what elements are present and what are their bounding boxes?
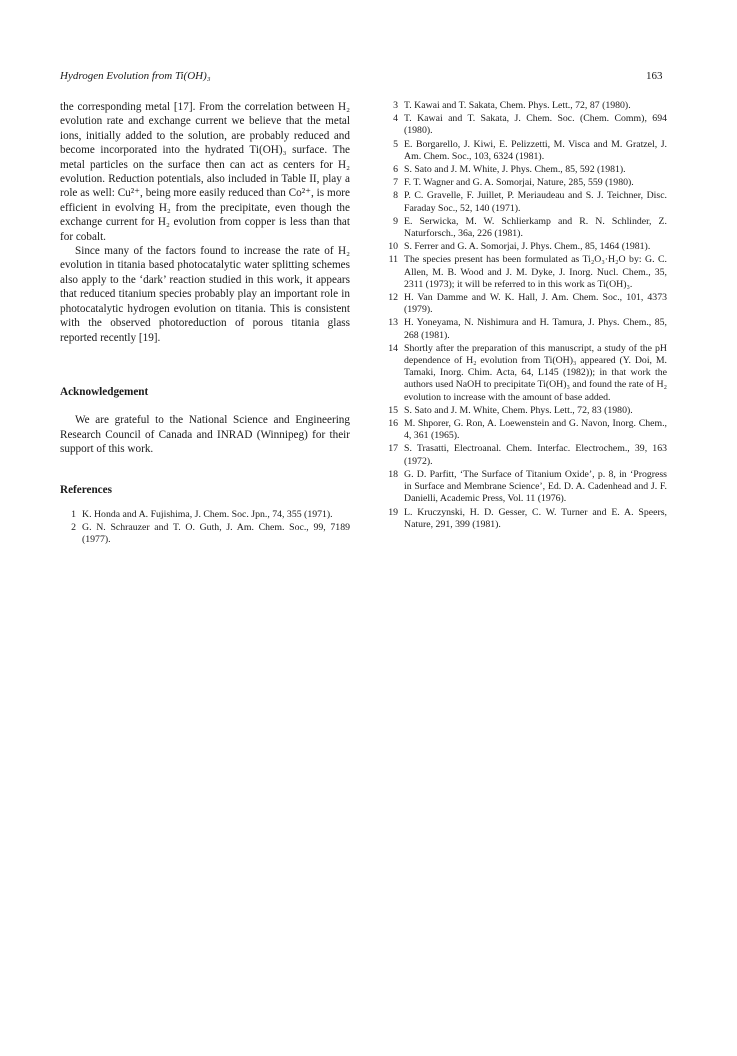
reference-number: 13: [388, 317, 398, 329]
reference-number: 14: [388, 342, 398, 354]
reference-number: 17: [388, 443, 398, 455]
reference-text: F. T. Wagner and G. A. Somorjai, Nature, 285, 559 (1980).: [404, 177, 634, 189]
reference-text: T. Kawai and T. Sakata, J. Chem. Soc. (Chem. Comm), 694 (1980).: [404, 113, 667, 137]
reference-text: L. Kruczynski, H. D. Gesser, C. W. Turner and E. A. Speers, Nature, 291, 399 (1981).: [404, 506, 667, 530]
reference-text: Shortly after the preparation of this manuscript, a study of the pH dependence of H₂ evolution from Ti(OH)₃ appeared (Y. Doi, M. Tamaki, Inorg. Chim. Acta, 64, L145 (1982)); in that work the authors used NaOH to precipitate Ti(OH)₃ and found the rate of H₂ evolution to increase with the amount of base added.: [404, 342, 667, 403]
reference-item: [382, 405, 667, 417]
reference-number: 15: [388, 404, 398, 416]
reference-text: S. Ferrer and G. A. Somorjai, J. Phys. Chem., 85, 1464 (1981).: [404, 241, 651, 253]
reference-number: 7: [393, 177, 398, 189]
reference-text: M. Shporer, G. Ron, A. Loewenstein and G. Navon, Inorg. Chem., 4, 361 (1965).: [404, 418, 667, 442]
reference-number: 3: [393, 100, 398, 111]
reference-number: 5: [393, 138, 398, 150]
reference-number: 12: [388, 292, 398, 304]
reference-number: 4: [393, 113, 398, 125]
reference-item: [382, 443, 667, 467]
reference-text: E. Borgarello, J. Kiwi, E. Pelizzetti, M. Visca and M. Gratzel, J. Am. Chem. Soc., 103, 6324 (1981).: [404, 138, 667, 162]
reference-text: H. Van Damme and W. K. Hall, J. Am. Chem. Soc., 101, 4373 (1979).: [404, 292, 667, 316]
reference-item: [382, 177, 667, 189]
reference-item: [382, 254, 667, 291]
reference-number: 9: [393, 215, 398, 227]
acknowledgement-heading: Acknowledgement: [60, 385, 149, 398]
references-heading: References: [60, 483, 112, 496]
reference-text: S. Sato and J. M. White, J. Phys. Chem., 85, 592 (1981).: [404, 164, 626, 176]
reference-number: 16: [388, 418, 398, 430]
right-column: [382, 100, 667, 532]
reference-text: E. Serwicka, M. W. Schlierkamp and R. N. Schlinder, Z. Naturforsch., 36a, 226 (1981).: [404, 215, 667, 240]
reference-item: [60, 522, 350, 546]
reference-item: [382, 469, 667, 506]
acknowledgement-text: We are grateful to the National Science and Engineering Research Council of Canada and INRAD (Winnipeg) for their support of this work.: [60, 414, 350, 456]
reference-item: [382, 100, 667, 112]
reference-text: S. Sato and J. M. White, Chem. Phys. Lett., 72, 83 (1980).: [404, 404, 633, 416]
reference-number: 6: [393, 164, 398, 176]
reference-item: [382, 164, 667, 176]
reference-item: [60, 509, 350, 521]
reference-number: 2: [71, 522, 76, 534]
reference-number: 8: [393, 190, 398, 202]
page-number: 163: [646, 70, 663, 82]
reference-item: [382, 190, 667, 214]
body-paragraph: Since many of the factors found to increase the rate of H₂ evolution in titania based photocatalytic water splitting schemes also apply to the ‘dark’ reaction studied in this work, it appears that reduced titanium species probably play an important role in photocatalytic hydrogen evolution on titania. This is consistent with the observed photoreduction of porous titania glass reported recently [19].: [60, 245, 350, 344]
reference-item: [382, 292, 667, 316]
reference-text: K. Honda and A. Fujishima, J. Chem. Soc. Jpn., 74, 355 (1971).: [82, 508, 333, 520]
reference-text: G. N. Schrauzer and T. O. Guth, J. Am. Chem. Soc., 99, 7189 (1977).: [82, 522, 350, 546]
reference-item: [382, 418, 667, 442]
reference-item: [382, 343, 667, 404]
body-paragraph: the corresponding metal [17]. From the correlation between H₂ evolution rate and exchange current we believe that the metal ions, initially added to the solution, are probably reduced and become incorporated into the hydrated Ti(OH)₃ surface. The metal particles on the surface then can act as centers for H₂ evolution. Reduction potentials, also included in Table II, play a role as well: Cu²⁺, being more easily reduced than Co²⁺, is more efficient in evolving H₂ from the precipitate, even though the exchange current for H₂ evolution from copper is less than that for cobalt.: [60, 101, 350, 243]
left-column: [60, 100, 350, 548]
reference-text: T. Kawai and T. Sakata, Chem. Phys. Lett., 72, 87 (1980).: [404, 100, 631, 111]
reference-number: 19: [388, 506, 398, 518]
reference-number: 18: [388, 468, 398, 480]
reference-number: 10: [388, 241, 398, 253]
reference-number: 11: [388, 254, 398, 266]
reference-item: [382, 216, 667, 240]
reference-text: P. C. Gravelle, F. Juillet, P. Meriaudeau and S. J. Teichner, Disc. Faraday Soc., 52, 140 (1971).: [404, 190, 667, 214]
reference-text: The species present has been formulated as Ti₂O₃·H₂O by: G. C. Allen, M. B. Wood and J. M. Dyke, J. Inorg. Nucl. Chem., 35, 2311 (1973); it will be referred to in this work as Ti(OH)₃.: [404, 254, 667, 290]
reference-item: [382, 241, 667, 253]
reference-text: S. Trasatti, Electroanal. Chem. Interfac. Electrochem., 39, 163 (1972).: [404, 443, 667, 467]
reference-text: H. Yoneyama, N. Nishimura and H. Tamura, J. Phys. Chem., 85, 268 (1981).: [404, 317, 667, 341]
reference-item: [382, 113, 667, 137]
reference-item: [382, 139, 667, 163]
reference-item: [382, 317, 667, 341]
running-header: Hydrogen Evolution from Ti(OH)₃: [60, 70, 211, 82]
reference-text: G. D. Parfitt, ‘The Surface of Titanium Oxide’, p. 8, in ‘Progress in Surface and Membrane Science’, Ed. D. A. Cadenhead and J. F. Danielli, Academic Press, Vol. 11 (1976).: [404, 468, 667, 505]
reference-item: [382, 507, 667, 531]
reference-number: 1: [71, 508, 76, 520]
